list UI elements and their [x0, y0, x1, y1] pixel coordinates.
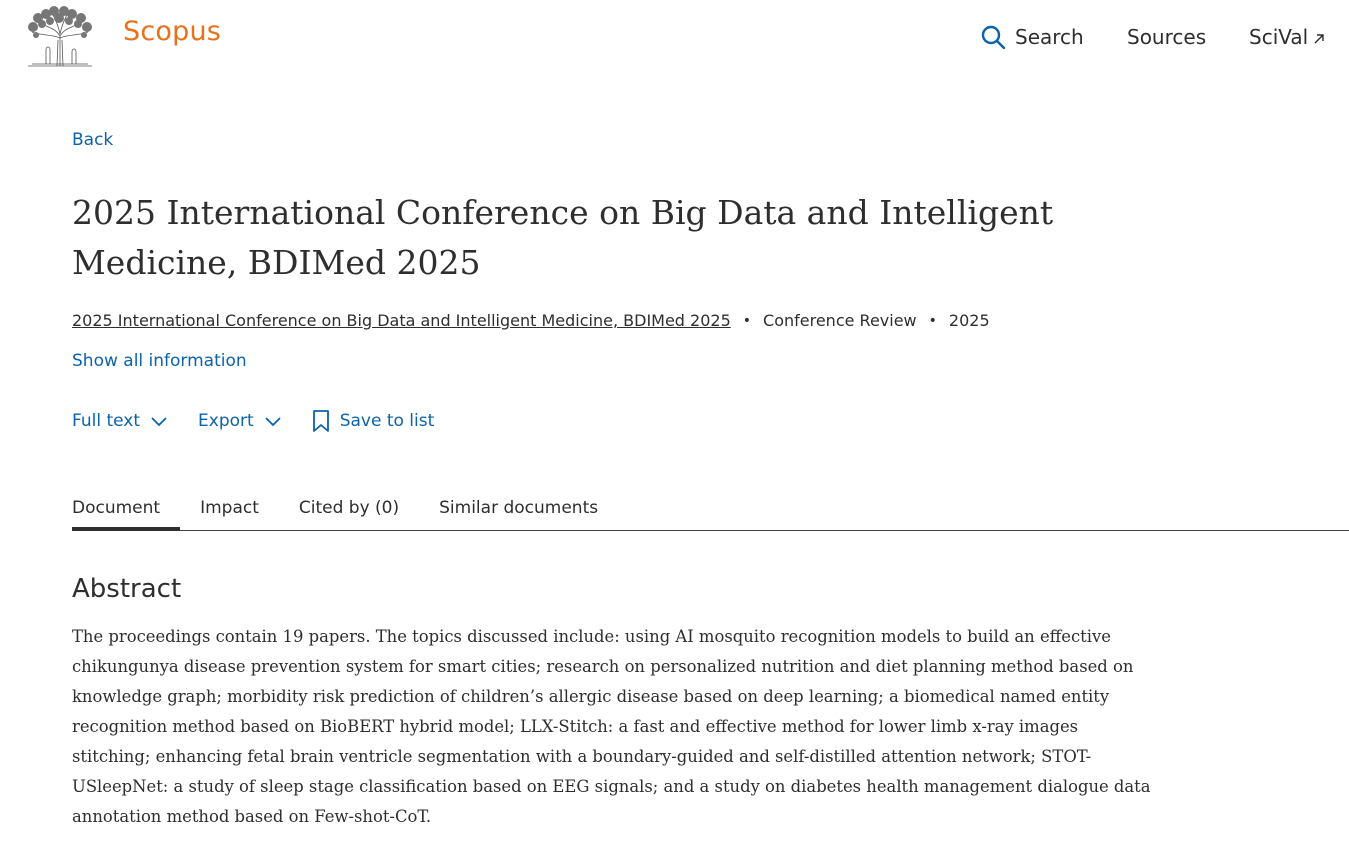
- top-header: [0, 0, 1349, 80]
- full-text-button[interactable]: [72, 411, 168, 431]
- page-title: 2025 International Conference on Big Data and Intelligent Medicine, BDIMed 2025: [72, 193, 1054, 282]
- nav-scival[interactable]: [1249, 22, 1326, 52]
- save-to-list-button[interactable]: [312, 409, 435, 433]
- nav-search[interactable]: [981, 22, 1084, 52]
- nav-search-label: Search: [1015, 25, 1084, 49]
- elsevier-tree-logo[interactable]: [24, 6, 96, 68]
- document-tabs: [72, 496, 1349, 531]
- export-label: Export: [198, 411, 254, 431]
- source-title-link[interactable]: 2025 International Conference on Big Data and Intelligent Medicine, BDIMed 2025: [72, 311, 731, 330]
- show-all-information-link[interactable]: Show all information: [72, 351, 247, 371]
- meta-separator: •: [928, 312, 937, 329]
- full-text-label: Full text: [72, 411, 141, 431]
- tab-cited-by[interactable]: Cited by (0): [298, 498, 400, 518]
- back-link[interactable]: Back: [72, 130, 114, 150]
- abstract-text: The proceedings contain 19 papers. The topics discussed include: using AI mosquito recognition models to build an effective chikungunya disease prevention system for smart cities; research on personalized nutrition and diet planning method based on knowledge graph; morbidity risk prediction of children’s allergic disease based on deep learning; a biomedical named entity recognition method based on BioBERT hybrid model; LLX-Stitch: a fast and effective method for lower limb x-ray images stitching; enhancing fetal brain ventricle segmentation with a boundary-guided and self-distilled attention network; STOT-USleepNet: a study of sleep stage classification based on EEG signals; and a study on diabetes health management dialogue data annotation method based on Few-shot-CoT.: [72, 627, 1151, 826]
- meta-separator: •: [742, 312, 752, 329]
- document-actions: [72, 409, 434, 433]
- publication-year: 2025: [948, 311, 990, 330]
- save-to-list-label: Save to list: [339, 411, 435, 431]
- export-button[interactable]: [198, 411, 282, 431]
- chevron-down-icon: [150, 415, 168, 427]
- brand-name[interactable]: Scopus: [123, 16, 222, 47]
- nav-sources-label: Sources: [1127, 25, 1207, 49]
- tab-similar-documents[interactable]: Similar documents: [439, 498, 599, 518]
- external-link-icon: [1312, 32, 1326, 46]
- abstract-heading: Abstract: [72, 574, 182, 604]
- tab-impact[interactable]: Impact: [200, 498, 259, 518]
- tab-document[interactable]: Document: [72, 496, 160, 530]
- nav-scival-label: SciVal: [1249, 25, 1309, 49]
- bookmark-icon: [312, 409, 330, 433]
- document-meta: [72, 311, 990, 330]
- chevron-down-icon: [264, 415, 282, 427]
- nav-sources[interactable]: [1127, 22, 1206, 52]
- search-icon: [981, 25, 1005, 49]
- document-type: Conference Review: [763, 311, 917, 330]
